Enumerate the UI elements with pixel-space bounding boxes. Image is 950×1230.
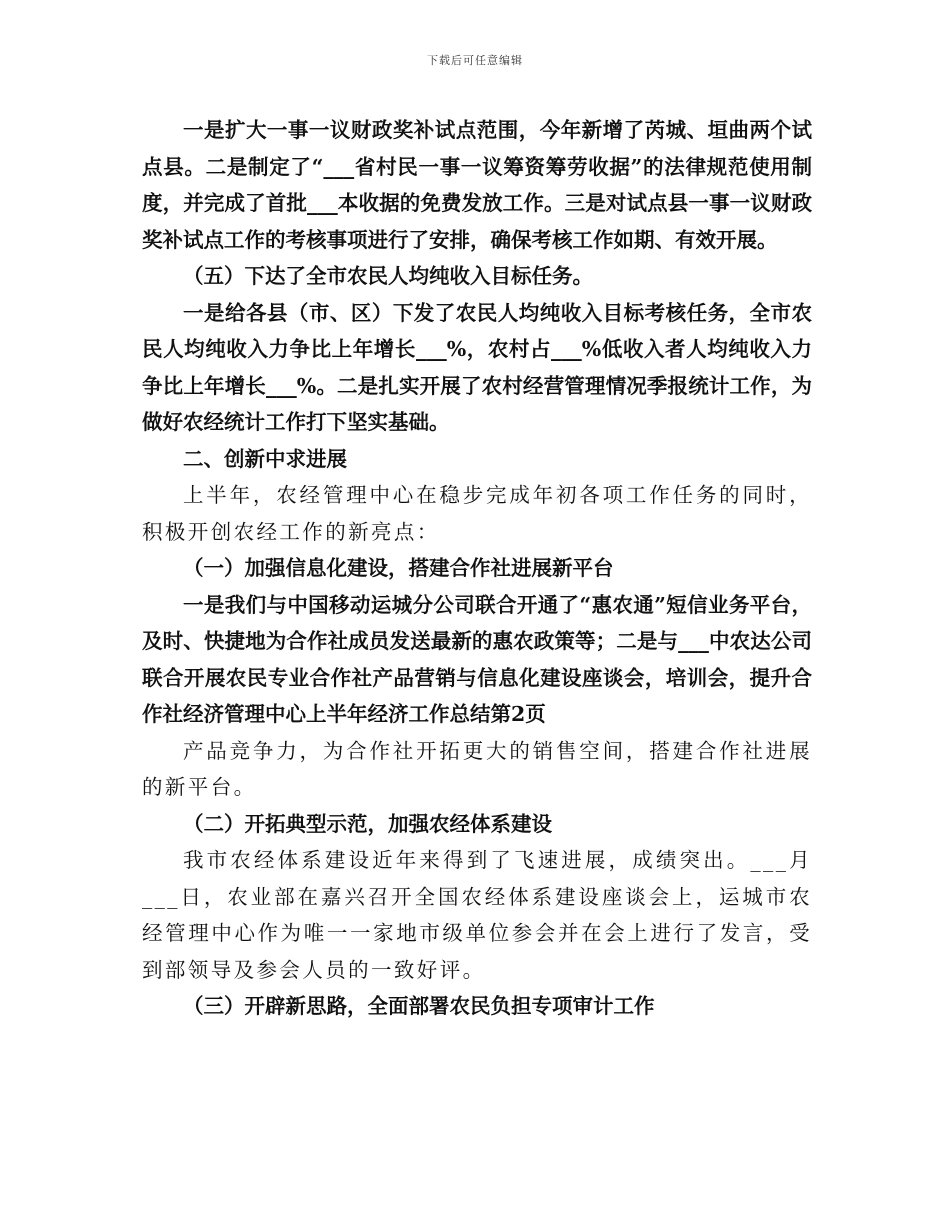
heading-income-target: （五）下达了全市农民人均纯收入目标任务。 (183, 264, 593, 288)
paragraph-demonstration: 我市农经体系建设近年来得到了飞速进展，成绩突出。___月___日，农业部在嘉兴召开全国农经体系建设座谈会上，运城市农经管理中心作为唯一一家地市级单位参会并在会上进行了发言，受到部领导及参会人员的一致好评。 (142, 848, 812, 982)
document-body (142, 112, 812, 1025)
paragraph-pilot-expansion: 一是扩大一事一议财政奖补试点范围，今年新增了芮城、垣曲两个试点县。二是制定了“___省村民一事一议筹资筹劳收据”的法律规范使用制度，并完成了首批___本收据的免费发放工作。三是对试点县一事一议财政奖补试点工作的考核事项进行了安排，确保考核工作如期、有效开展。 (142, 118, 812, 252)
heading-demonstration: （二）开拓典型示范，加强农经体系建设 (183, 811, 552, 836)
heading-audit: （三）开辟新思路，全面部署农民负担专项审计工作 (183, 994, 655, 1018)
paragraph-innovation-intro: 上半年，农经管理中心在稳步完成年初各项工作任务的同时，积极开创农经工作的新亮点： (142, 483, 812, 544)
heading-informatization: （一）加强信息化建设，搭建合作社进展新平台 (183, 556, 614, 580)
paragraph-product-competitiveness: 产品竞争力，为合作社开拓更大的销售空间，搭建合作社进展的新平台。 (142, 738, 812, 799)
page-header: 下载后可任意编辑 (427, 54, 523, 67)
paragraph-income-target: 一是给各县（市、区）下发了农民人均纯收入目标考核任务，全市农民人均纯收入力争比上年增长___%，农村占___%低收入者人均纯收入力争比上年增长___%。二是扎实开展了农村经营管理情况季报统计工作，为做好农经统计工作打下坚实基础。 (142, 300, 812, 434)
paragraph-informatization: 一是我们与中国移动运城分公司联合开通了“惠农通”短信业务平台，及时、快捷地为合作社成员发送最新的惠农政策等；二是与___中农达公司联合开展农民专业合作社产品营销与信息化建设座谈会，培训会，提升合作社经济管理中心上半年经济工作总结第2页 (142, 592, 812, 726)
section-heading-innovation: 二、创新中求进展 (183, 446, 347, 471)
